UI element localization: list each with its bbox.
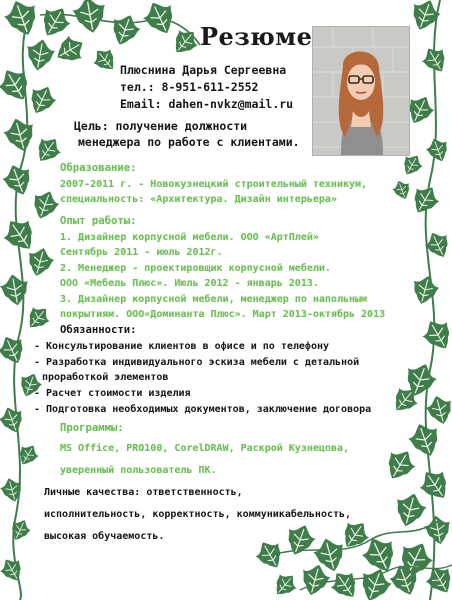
education-line-1: 2007-2011 г. - Новокузнецкий строительный техникум,	[60, 179, 368, 190]
education-heading: Образование:	[60, 162, 137, 174]
experience-line-4: ООО «Мебель Плюс». Июль 2012 - январь 2013.	[60, 278, 319, 289]
duty-line-5: - Подготовка необходимых документов, заключение договора	[34, 404, 372, 415]
experience-line-6: покрытиям. ООО«Доминанта Плюс». Март 2013-октябрь 2013	[60, 309, 386, 320]
email-address: Email: dahen-nvkz@mail.ru	[120, 97, 294, 111]
programs-line-2: уверенный пользователь ПК.	[60, 465, 217, 476]
programs-heading: Программы:	[60, 422, 124, 434]
experience-line-1: 1. Дизайнер корпусной мебели. ООО «АртПлей»	[60, 232, 319, 243]
qualities-line-2: исполнительность, корректность, коммуникабельность,	[44, 509, 352, 520]
duty-line-1: - Консультирование клиентов в офисе и по телефону	[34, 341, 330, 352]
duties-heading: Обязанности:	[60, 324, 137, 336]
programs-line-1: MS Office, PRO100, CorelDRAW, Раскрой Кузнецова,	[60, 443, 349, 454]
duty-line-4: - Расчет стоимости изделия	[34, 388, 191, 399]
profile-photo	[312, 26, 410, 156]
full-name: Плюснина Дарья Сергеевна	[120, 63, 287, 77]
experience-heading: Опыт работы:	[60, 215, 137, 227]
resume-title: Резюме	[200, 22, 313, 51]
duty-line-2: - Разработка индивидуального эскиза мебели с детальной	[34, 357, 360, 368]
qualities-line-1: Личные качества: ответственность,	[44, 487, 243, 498]
phone-number: тел.: 8-951-611-2552	[120, 80, 259, 94]
objective-line-2: менеджера по работе с клиентами.	[78, 135, 300, 149]
duty-line-3: проработкой элементов	[42, 372, 169, 383]
experience-line-5: 3. Дизайнер корпусной мебели, менеджер по напольным	[60, 294, 368, 305]
experience-line-3: 2. Менеджер - проектировщик корпусной мебели.	[60, 263, 331, 274]
education-line-2: специальность: «Архитектура. Дизайн интерьера»	[60, 194, 337, 205]
qualities-line-3: высокая обучаемость.	[44, 531, 165, 542]
objective-line-1: Цель: получение должности	[74, 119, 248, 133]
experience-line-2: Сентябрь 2011 - июль 2012г.	[60, 247, 223, 258]
